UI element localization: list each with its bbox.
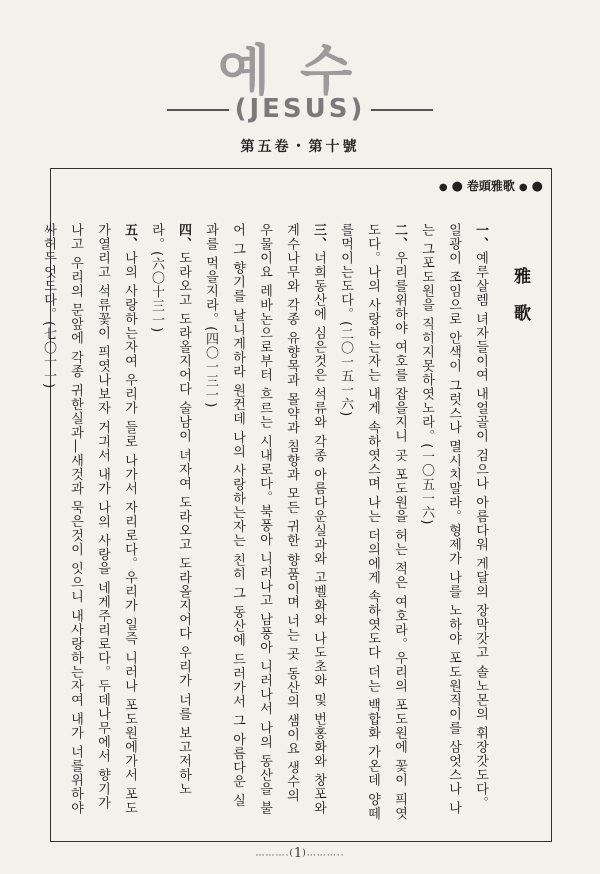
article-title: 雅歌 xyxy=(510,267,530,341)
bullet-icon: ● xyxy=(518,182,528,193)
verse xyxy=(143,223,197,821)
verse xyxy=(413,223,494,821)
section-header-label: 卷頭雅歌 xyxy=(466,179,515,193)
footer-dots-left: ……….( xyxy=(255,848,294,859)
section-header xyxy=(439,177,551,194)
footer-dots-right: )……….. xyxy=(302,848,345,859)
page-number: 1 xyxy=(293,846,303,861)
bullet-icon: ● xyxy=(438,182,448,193)
subtitle-rule-left xyxy=(167,109,229,111)
article-frame xyxy=(41,168,552,842)
issue-label: 第五卷・第十號 xyxy=(240,139,360,155)
subtitle-bracket-right: ) xyxy=(350,94,366,124)
verse-number: 三、 xyxy=(311,223,326,251)
verse-text: 너희동산에 심은것은 석류와 각종 아름다운실과와 고벨화와 나도초와 및 번홍화와 창포와 계수나무와 각종 유향목과 몰약과 침향과 모든 귀한 향품이며 너는 곳 동산의 샘이요 생수의 우물이요 레바논으로부터 흐르는 시내로다。북풍아 니러나고 남풍아 니러나서 나의 동산을 불어 그 향기를 날니게하라 원컨데 나의 사랑하는자는 친히 그 동산에 드러가서 그 아름다운 실과를 먹을지라。(四〇一三一) xyxy=(203,223,326,816)
verse-number: 五、 xyxy=(122,223,137,251)
verse-number: 一、 xyxy=(473,223,488,251)
verse-text: 도라오고 도라올지어다 술남이 녀자여 도라오고 도라올지어다 우리가 너를 보고저하노라。(六〇十三一) xyxy=(149,223,191,797)
bullet-icon: ● xyxy=(531,179,543,194)
verse xyxy=(197,223,332,821)
magazine-subtitle xyxy=(0,94,600,124)
verse-number: 四、 xyxy=(176,223,191,251)
verse-text: 예루살렘 녀자들이여 내얼골이 검으나 아름다워 게달의 장막갓고 솔노몬의 휘장갓도다。일광이 조임으로 안색이 그럿스나 멸시치말라。형제가 나를 노하야 포도원직이를 삼엇스나 나는 그포도원을 직히지못하엿노라。(一〇五一六) xyxy=(419,223,488,816)
bullet-icon: ● xyxy=(451,179,463,194)
verse-text: 우리를위하야 여호를 잡을지니 곳 포도원을 허는 적은 여호라。우리의 포도원에 꽃이 픠엿도다。나의 사랑하는자는 내게 속하엿스며 나는 더의에게 속하엿도다 더는 백합화 가온데 양떼를먹이는도다。(二〇一五一六) xyxy=(338,223,407,821)
verse xyxy=(35,223,143,821)
subtitle-bracket-left: ( xyxy=(234,94,250,124)
article-body xyxy=(41,223,533,821)
verse-number: 二、 xyxy=(392,223,407,251)
verse-text: 나의 사랑하는자여 우리가 들로 나가서 자리로다。우리가 일즉 니러나 포도원에가서 포도가열리고 석류꽃이 픠엿나보자 거긔서 내가 나의 사랑을 네게주리로다。두데나무에서 향기가나고 우리의 문앞에 각종 귀한실과―새것과 묵은것이 잇으니 내사랑하는자여 내가 너를위하야 싸허두엇도다。(七〇十一) xyxy=(41,223,137,816)
page-footer xyxy=(0,846,600,861)
magazine-title: 예수 xyxy=(217,39,383,102)
subtitle-rule-right xyxy=(371,109,433,111)
subtitle-text: JESUS xyxy=(249,94,351,124)
verse xyxy=(332,223,413,821)
